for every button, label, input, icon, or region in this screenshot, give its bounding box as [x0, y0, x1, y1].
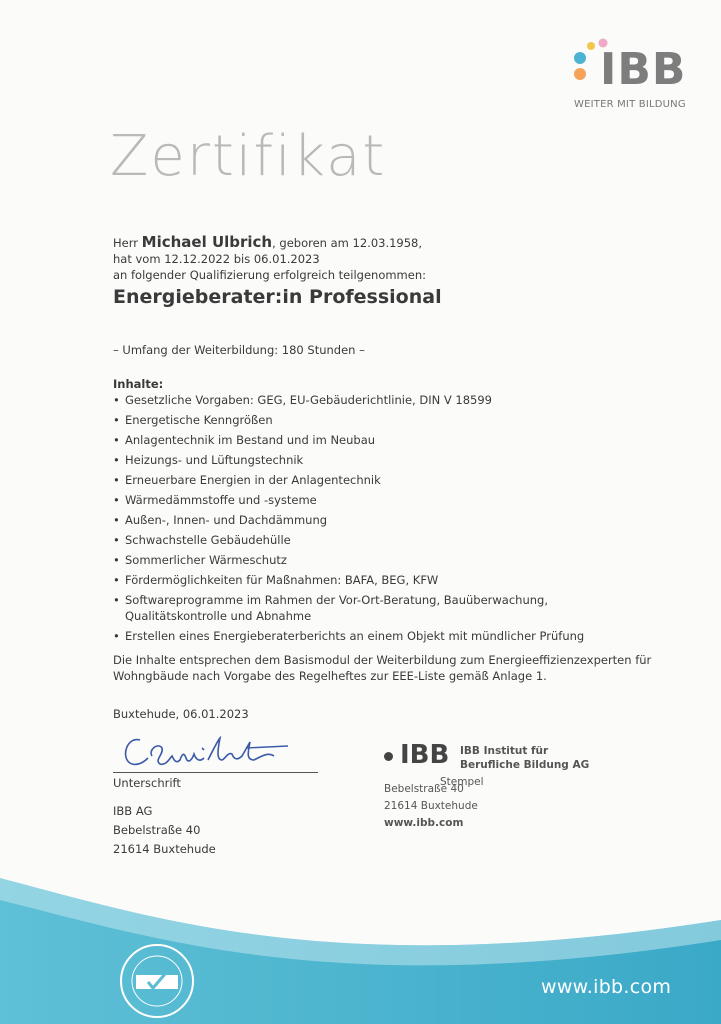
certification-seal-icon — [118, 942, 196, 1020]
recipient-block — [113, 234, 426, 283]
curriculum-note: Die Inhalte entsprechen dem Basismodul der Weiterbildung zum Energieeffizienzexperten für Wohngbäude nach Vorgabe des Regelheftes zur EEE-Liste gemäß Anlage 1. — [113, 653, 652, 683]
place-date: Buxtehude, 06.01.2023 — [113, 707, 249, 721]
stamp-label: Stempel — [440, 776, 484, 788]
course-period: hat vom 12.12.2022 bis 06.01.2023 — [113, 252, 320, 266]
list-item: • Anlagentechnik im Bestand und im Neubau — [113, 432, 633, 448]
sender-company: IBB AG — [113, 804, 153, 818]
logo-dot-blue — [574, 52, 586, 64]
recipient-line — [113, 234, 426, 251]
stamp-dot-icon — [384, 752, 393, 761]
list-item: • Gesetzliche Vorgaben: GEG, EU-Gebäuderichtlinie, DIN V 18599 — [113, 392, 633, 408]
list-item: • Heizungs- und Lüftungstechnik — [113, 452, 633, 468]
signature-line — [113, 772, 318, 773]
list-item: • Außen-, Innen- und Dachdämmung — [113, 512, 633, 528]
list-item: • Wärmedämmstoffe und -systeme — [113, 492, 633, 508]
stamp-logo: IBB — [400, 740, 450, 770]
sender-street: Bebelstraße 40 — [113, 823, 201, 837]
salutation: Herr — [113, 236, 138, 250]
logo-dot-orange — [574, 68, 586, 80]
footer-wave — [0, 860, 721, 1024]
list-item: • Erneuerbare Energien in der Anlagentechnik — [113, 472, 633, 488]
contents-heading: Inhalte: — [113, 377, 164, 391]
footer-website[interactable]: www.ibb.com — [541, 976, 672, 998]
page-title: Zertifikat — [110, 124, 387, 189]
stamp-name-line: Berufliche Bildung AG — [460, 759, 590, 771]
list-item: • Erstellen eines Energieberaterberichts an einem Objekt mit mündlicher Prüfung — [113, 628, 633, 644]
stamp-street: Bebelstraße 40 — [384, 783, 464, 795]
list-item: • Sommerlicher Wärmeschutz — [113, 552, 633, 568]
birth-date: , geboren am 12.03.1958, — [272, 236, 423, 250]
participation-text: an folgender Qualifizierung erfolgreich teilgenommen: — [113, 268, 426, 282]
sender-city: 21614 Buxtehude — [113, 842, 216, 856]
handwritten-signature — [118, 730, 298, 776]
course-scope: – Umfang der Weiterbildung: 180 Stunden – — [113, 343, 365, 357]
stamp-address — [384, 781, 478, 832]
signature-label: Unterschrift — [113, 776, 181, 790]
stamp-website: www.ibb.com — [384, 817, 464, 829]
contents-list — [113, 392, 633, 648]
course-title: Energieberater:in Professional — [113, 286, 442, 308]
list-item: • Energetische Kenngrößen — [113, 412, 633, 428]
stamp-company-name — [460, 744, 589, 772]
logo-dot-yellow — [587, 42, 595, 50]
list-item: • Softwareprogramme im Rahmen der Vor-Ort-Beratung, Bauüberwachung, Qualitätskontrolle und Abnahme — [113, 592, 565, 624]
list-item: • Schwachstelle Gebäudehülle — [113, 532, 633, 548]
list-item: • Fördermöglichkeiten für Maßnahmen: BAFA, BEG, KFW — [113, 572, 633, 588]
stamp-city: 21614 Buxtehude — [384, 800, 478, 812]
stamp-name-line: IBB Institut für — [460, 745, 549, 757]
recipient-name: Michael Ulbrich — [141, 233, 273, 251]
logo-tagline: WEITER MIT BILDUNG — [574, 99, 686, 110]
sender-address — [113, 802, 216, 859]
logo-text: IBB — [600, 44, 687, 95]
